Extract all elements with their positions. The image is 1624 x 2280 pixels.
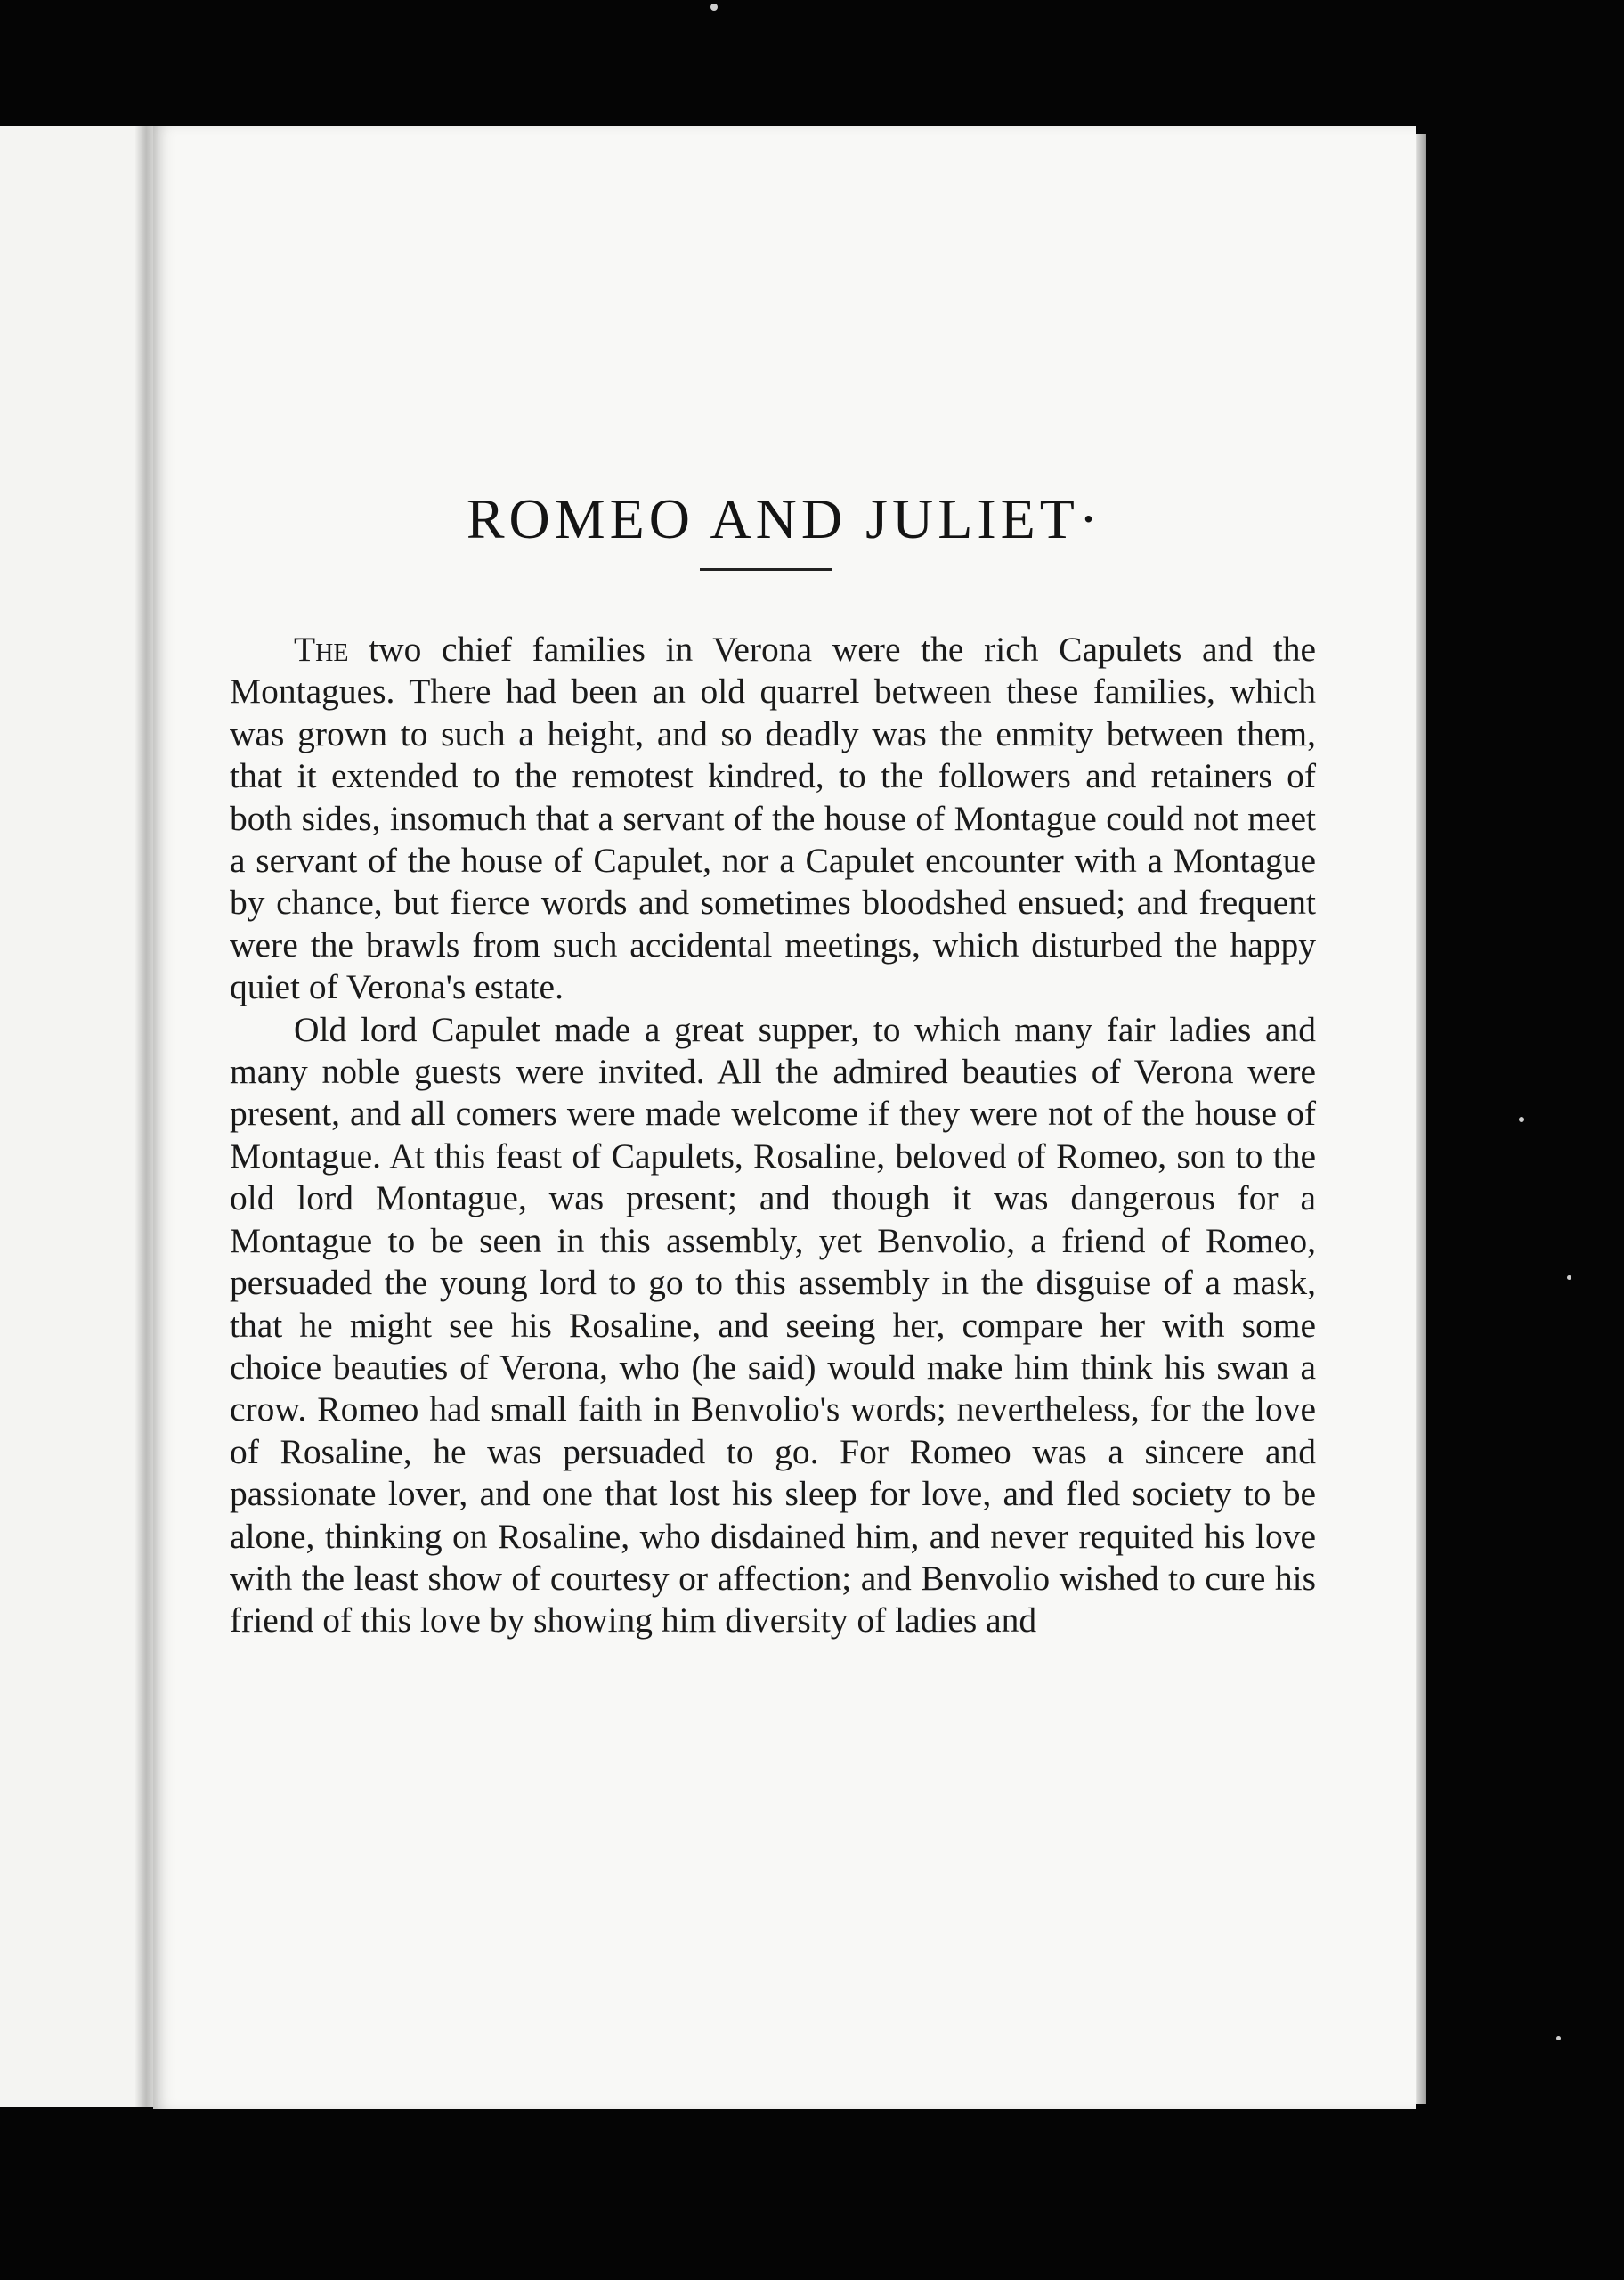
facing-page: [0, 126, 153, 2107]
book-page: [153, 126, 1416, 2109]
page-edge: [1416, 134, 1426, 2104]
drop-word: The: [294, 630, 349, 669]
paragraph-1: [230, 629, 1316, 1009]
title-rule: [700, 568, 832, 571]
book-spine: [135, 126, 155, 2107]
dust-speck: [1556, 2036, 1561, 2040]
dust-speck: [1519, 1117, 1524, 1122]
paragraph-2: Old lord Capulet made a great supper, to which many fair ladies and many noble guests were invited. All the admired beauties of Verona were present, and all comers were made welcome if they were not of the house of Montague. At this feast of Capulets, Rosaline, beloved of Romeo, son to the old lord Montague, was present; and though it was dangerous for a Montague to be seen in this assembly, yet Benvolio, a friend of Romeo, persuaded the young lord to go to this assembly in the disguise of a mask, that he might see his Rosaline, and seeing her, compare her with some choice beauties of Verona, who (he said) would make him think his swan a crow. Romeo had small faith in Benvolio's words; nevertheless, for the love of Rosaline, he was persuaded to go. For Romeo was a sincere and passionate lover, and one that lost his sleep for love, and fled society to be alone, thinking on Rosaline, who disdained him, and never requited his love with the least show of courtesy or affection; and Benvolio wished to cure his friend of this love by showing him diversity of ladies and: [230, 1009, 1316, 1641]
body-text: [230, 629, 1316, 1642]
dust-speck: [1567, 1275, 1571, 1280]
paragraph-1-text: two chief families in Verona were the rich Capulets and the Montagues. There had been an old quarrel between these families, which was grown to such a height, and so deadly was the enmity between them, that it extended to the remotest kindred, to the followers and retainers of both sides, insomuch that a servant of the house of Montague could not meet a servant of the house of Capulet, nor a Capulet encounter with a Montague by chance, but fierce words and sometimes bloodshed ensued; and frequent were the brawls from such accidental meetings, which disturbed the happy quiet of Verona's estate.: [230, 630, 1316, 1007]
page-title: ROMEO AND JULIET·: [466, 487, 1103, 550]
dust-speck: [710, 4, 718, 11]
